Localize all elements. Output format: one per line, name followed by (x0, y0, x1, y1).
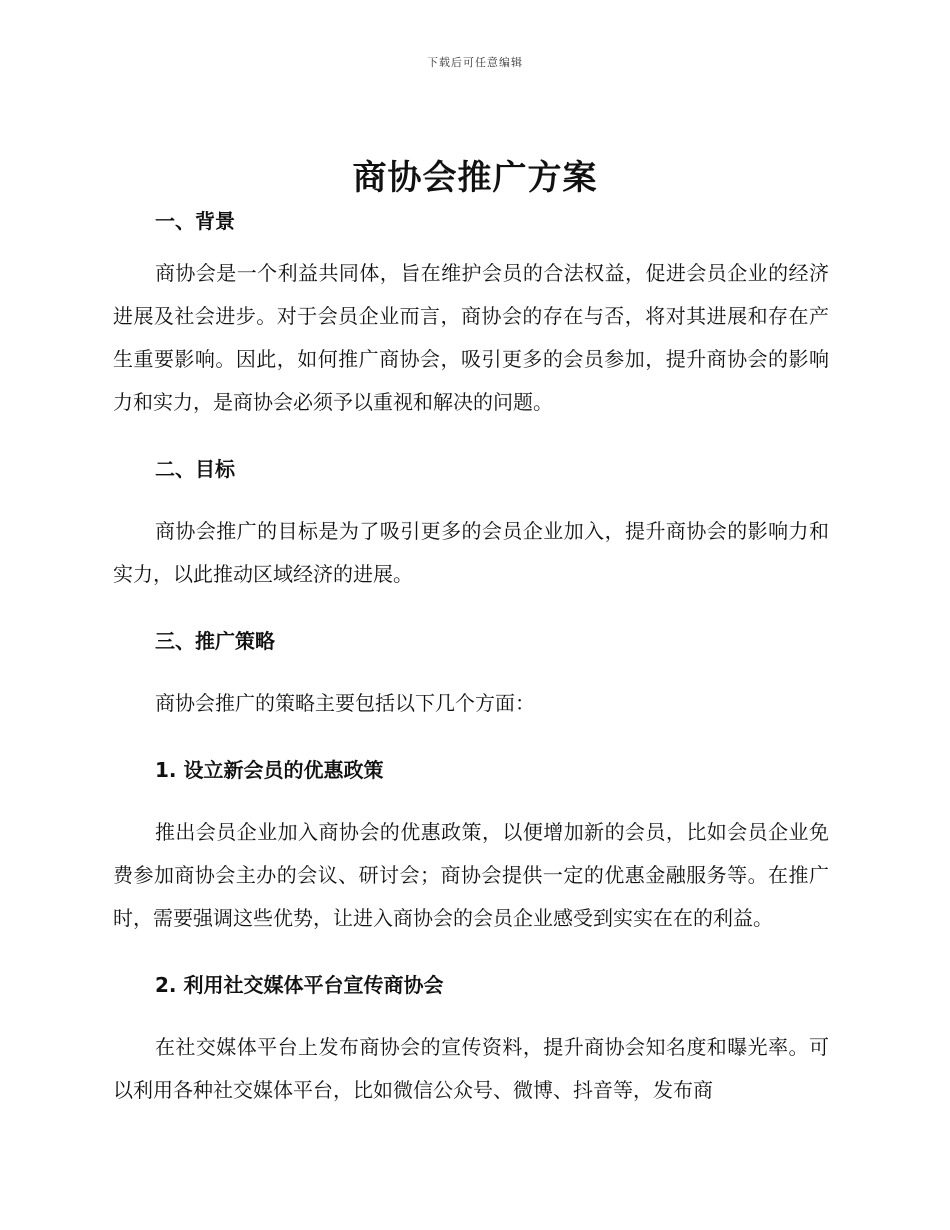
section-paragraph-background: 商协会是一个利益共同体，旨在维护会员的合法权益，促进会员企业的经济进展及社会进步。对于会员企业而言，商协会的存在与否，将对其进展和存在产生重要影响。因此，如何推广商协会，吸引更多的会员参加，提升商协会的影响力和实力，是商协会必须予以重视和解决的问题。 (113, 261, 829, 414)
section-heading-goal: 二、目标 (155, 457, 235, 481)
document-body (113, 204, 829, 1112)
section-heading-background: 一、背景 (155, 209, 235, 233)
page-header-caption: 下载后可任意编辑 (427, 56, 523, 69)
subsection-heading-new-member-policy: 1. 设立新会员的优惠政策 (155, 758, 384, 782)
section-paragraph-strategy: 商协会推广的策略主要包括以下几个方面： (155, 691, 535, 715)
document-title: 商协会推广方案 (352, 158, 598, 198)
subsection-paragraph-new-member-policy: 推出会员企业加入商协会的优惠政策，以便增加新的会员，比如会员企业免费参加商协会主办的会议、研讨会；商协会提供一定的优惠金融服务等。在推广时，需要强调这些优势，让进入商协会的会员企业感受到实实在在的利益。 (113, 820, 829, 930)
subsection-paragraph-social-media: 在社交媒体平台上发布商协会的宣传资料，提升商协会知名度和曝光率。可以利用各种社交媒体平台，比如微信公众号、微博、抖音等，发布商 (113, 1035, 829, 1102)
section-heading-strategy: 三、推广策略 (155, 629, 275, 653)
subsection-heading-social-media: 2. 利用社交媒体平台宣传商协会 (155, 973, 444, 997)
section-paragraph-goal: 商协会推广的目标是为了吸引更多的会员企业加入，提升商协会的影响力和实力，以此推动区域经济的进展。 (113, 519, 829, 586)
